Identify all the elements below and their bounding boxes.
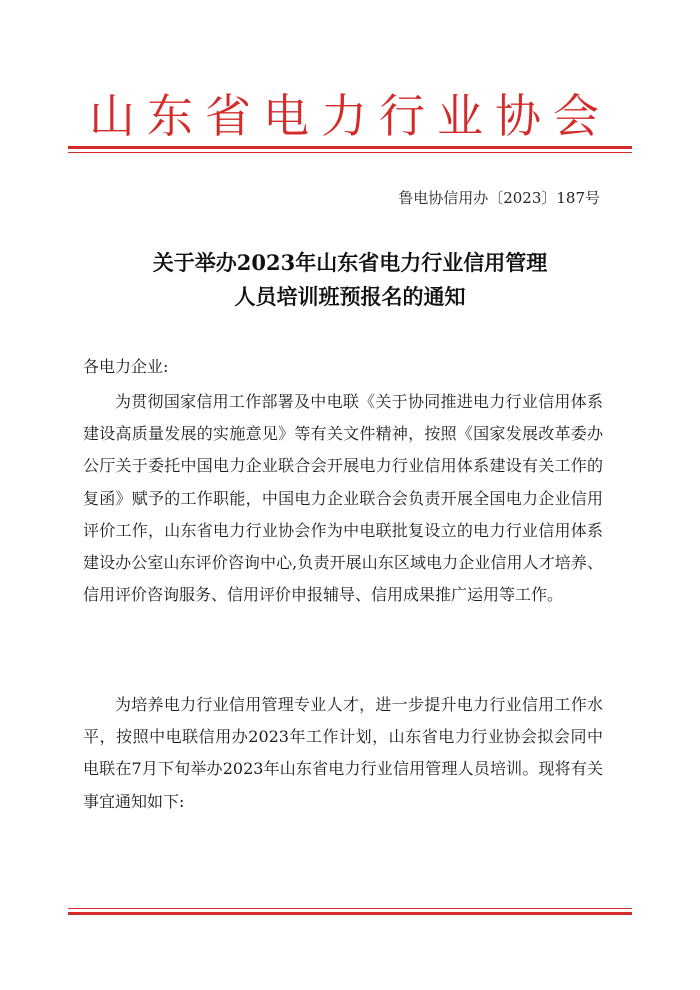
document-title [0, 246, 700, 314]
salutation: 各电力企业: [83, 357, 169, 376]
footer-rule-thin [68, 908, 632, 909]
document-title-line-2: 人员培训班预报名的通知 [234, 284, 466, 309]
body-paragraph-2: 为培养电力行业信用管理专业人才，进一步提升电力行业信用工作水平，按照中电联信用办2023年工作计划，山东省电力行业协会拟会同中电联在7月下旬举办2023年山东省电力行业信用管理人员培训。现将有关事宜通知如下: [83, 695, 603, 811]
document-number: 鲁电协信用办〔2023〕187号 [398, 189, 600, 207]
letterhead-rule-thin [68, 152, 632, 153]
letterhead-title: 山东省电力行业协会 [89, 89, 611, 143]
body-paragraph-1: 为贯彻国家信用工作部署及中电联《关于协同推进电力行业信用体系建设高质量发展的实施意见》等有关文件精神，按照《国家发展改革委办公厅关于委托中国电力企业联合会开展电力行业信用体系建设有关工作的复函》赋予的工作职能，中国电力企业联合会负责开展全国电力企业信用评价工作，山东省电力行业协会作为中电联批复设立的电力行业信用体系建设办公室山东评价咨询中心,负责开展山东区域电力企业信用人才培养、信用评价咨询服务、信用评价申报辅导、信用成果推广运用等工作。 [83, 392, 603, 605]
document-title-line-1: 关于举办2023年山东省电力行业信用管理 [152, 250, 548, 275]
letterhead-rule-thick [68, 146, 632, 149]
footer-rule-thick [68, 912, 632, 915]
